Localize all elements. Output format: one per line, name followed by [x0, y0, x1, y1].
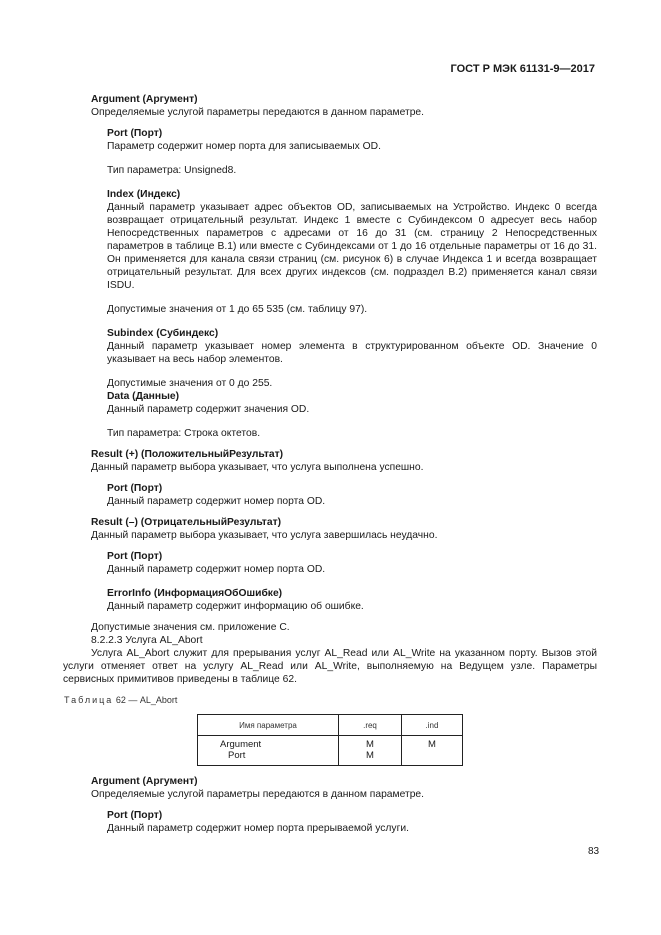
data-heading: Data (Данные) — [107, 391, 180, 402]
req-value: M — [366, 750, 374, 761]
index-description: Данный параметр указывает адрес объектов OD, записываемых на Устройство. Индекс 0 всегда возвращает отрицательный результат. Индекс 1 вместе с Субиндексом 0 адресует весь набор Непосредственных параметров с адресами от 16 до 31 (см. страницу 2 Непосредственных параметров в таблице В.1) или вместе с Субиндексами от 1 до 16 отдельные параметры от 16 до 31. Он применяется для канала связи страниц (см. рисунок 6) в случае Индекса 1 и всегда возвращает отрицательный результат. Для всех других индексов (см. подраздел В.2) применяется канал связи ISDU. — [107, 202, 597, 291]
table-caption-title: 62 — AL_Abort — [115, 695, 178, 705]
result-positive-description: Данный параметр выбора указывает, что услуга выполнена успешно. — [91, 462, 424, 473]
page-number: 83 — [588, 846, 600, 857]
index-heading: Index (Индекс) — [107, 189, 181, 200]
header-req: .req — [339, 715, 402, 736]
table-caption-word: Таблица — [64, 695, 114, 705]
argument-description: Определяемые услугой параметры передаются в данном параметре. — [91, 789, 425, 800]
main-text — [63, 93, 597, 686]
section-text: Услуга AL_Abort служит для прерывания услуг AL_Read или AL_Write на указанном порту. Вызов этой услуги отменяет ответ на услугу AL_Read или AL_Write, выполняемую на Ведущем узле. Параметры сервисных примитивов приведены в таблице 62. — [63, 648, 597, 685]
req-cell — [339, 736, 402, 766]
errorinfo-description: Данный параметр содержит информацию об ошибке. — [107, 601, 364, 612]
param-name: Port — [228, 750, 246, 761]
port-heading: Port (Порт) — [107, 128, 163, 139]
argument-heading: Argument (Аргумент) — [91, 94, 198, 105]
port-heading: Port (Порт) — [107, 551, 163, 562]
result-positive-params — [91, 482, 597, 508]
document-header: ГОСТ Р МЭК 61131-9—2017 — [450, 63, 595, 75]
data-type: Тип параметра: Строка октетов. — [107, 428, 261, 439]
result-negative-heading: Result (–) (ОтрицательныйРезультат) — [91, 517, 282, 528]
data-description: Данный параметр содержит значения OD. — [107, 404, 310, 415]
table-row — [198, 736, 463, 766]
port-heading: Port (Порт) — [107, 810, 163, 821]
result-positive-heading: Result (+) (ПоложительныйРезультат) — [91, 449, 284, 460]
port-description: Данный параметр содержит номер порта OD. — [107, 496, 326, 507]
ind-value: M — [428, 739, 436, 750]
table-caption — [64, 694, 177, 707]
header-ind: .ind — [402, 715, 463, 736]
port-description: Данный параметр содержит номер порта OD. — [107, 564, 326, 575]
index-range: Допустимые значения от 1 до 65 535 (см. таблицу 97). — [107, 304, 368, 315]
port-description: Данный параметр содержит номер порта прерываемой услуги. — [107, 823, 409, 834]
allowed-values: Допустимые значения см. приложение С. — [91, 622, 290, 633]
subindex-heading: Subindex (Субиндекс) — [107, 328, 219, 339]
argument-description: Определяемые услугой параметры передаются в данном параметре. — [91, 107, 425, 118]
service-primitives-table — [197, 714, 463, 766]
argument-params — [91, 127, 597, 440]
subindex-description: Данный параметр указывает номер элемента в структурированном объекте OD. Значение 0 указывает на весь набор элементов. — [107, 341, 597, 365]
port-description: Параметр содержит номер порта для записываемых OD. — [107, 141, 381, 152]
param-names-cell — [198, 736, 339, 766]
subindex-range: Допустимые значения от 0 до 255. — [107, 378, 273, 389]
param-name: Argument — [220, 739, 262, 750]
table-header-row — [198, 715, 463, 736]
argument-heading: Argument (Аргумент) — [91, 776, 198, 787]
req-value: M — [366, 739, 374, 750]
section-heading: 8.2.2.3 Услуга AL_Abort — [91, 635, 203, 646]
errorinfo-heading: ErrorInfo (ИнформацияОбОшибке) — [107, 588, 283, 599]
result-negative-description: Данный параметр выбора указывает, что услуга завершилась неудачно. — [91, 530, 438, 541]
port-heading: Port (Порт) — [107, 483, 163, 494]
result-negative-params — [91, 550, 597, 613]
ind-cell — [402, 736, 463, 766]
port-type: Тип параметра: Unsigned8. — [107, 165, 237, 176]
header-param-name: Имя параметра — [198, 715, 339, 736]
abort-arguments — [91, 775, 597, 835]
